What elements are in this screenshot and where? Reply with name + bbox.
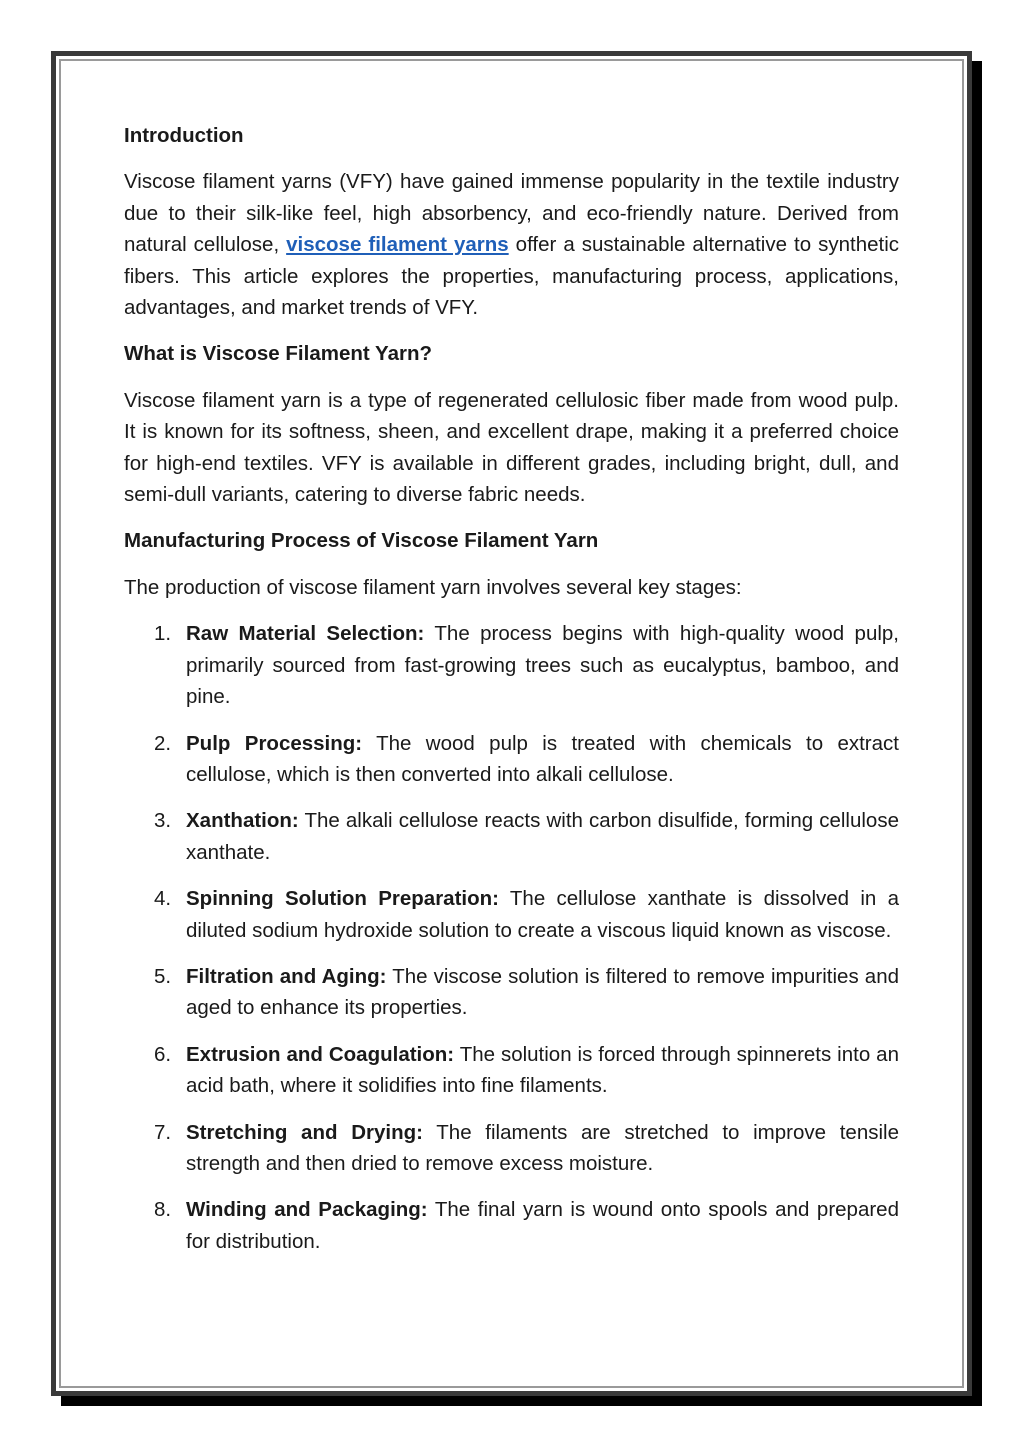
- list-item-number: 4.: [154, 887, 172, 911]
- list-item-text: The viscose solution is filtered to remove impurities and aged to enhance its properties.: [186, 964, 900, 1020]
- list-item-term: Filtration and Aging:: [186, 964, 387, 988]
- list-item-number: 5.: [154, 964, 172, 988]
- list-item-number: 1.: [154, 622, 172, 646]
- list-item-text: The cellulose xanthate is dissolved in a diluted sodium hydroxide solution to create a viscous liquid known as viscose.: [186, 887, 899, 942]
- manufacturing-intro: The production of viscose filament yarn involves several key stages:: [124, 575, 742, 599]
- list-item-number: 6.: [154, 1042, 172, 1066]
- intro-paragraph: [124, 166, 899, 323]
- intro-heading: Introduction: [124, 124, 244, 147]
- list-item-text: The alkali cellulose reacts with carbon disulfide, forming cellulose xanthate.: [186, 809, 899, 864]
- list-item-term: Winding and Packaging:: [186, 1198, 428, 1222]
- list-item-term: Spinning Solution Preparation:: [186, 887, 499, 911]
- list-item: [124, 805, 899, 868]
- list-item-term: Stretching and Drying:: [186, 1120, 423, 1144]
- list-item-text: The solution is forced through spinnerets into an acid bath, where it solidifies into fine filaments.: [186, 1042, 899, 1098]
- manufacturing-heading: Manufacturing Process of Viscose Filament Yarn: [124, 529, 599, 553]
- list-item: [124, 1117, 899, 1180]
- list-item-number: 8.: [154, 1198, 172, 1222]
- list-item-term: Xanthation:: [186, 809, 299, 833]
- list-item: [124, 1039, 899, 1102]
- list-item-term: Extrusion and Coagulation:: [186, 1042, 455, 1066]
- list-item-number: 2.: [154, 731, 172, 755]
- list-item-text: The wood pulp is treated with chemicals to extract cellulose, which is then converted into alkali cellulose.: [186, 731, 899, 786]
- list-item: [124, 618, 899, 712]
- intro-text-before-link: Viscose filament yarns (VFY) have gained immense popularity in the textile industry due to their silk-like feel, high absorbency, and eco-friendly nature. Derived from natural cellulose,: [124, 170, 899, 257]
- list-item: [124, 1194, 899, 1257]
- list-item: [124, 728, 899, 791]
- what-is-heading: What is Viscose Filament Yarn?: [124, 342, 432, 366]
- intro-text-after-link: offer a sustainable alternative to synthetic fibers. This article explores the properties, manufacturing process, applications, advantages, and market trends of VFY.: [124, 233, 899, 320]
- list-item-text: The process begins with high-quality wood pulp, primarily sourced from fast-growing trees such as eucalyptus, bamboo, and pine.: [186, 622, 899, 709]
- list-item-number: 7.: [154, 1120, 172, 1144]
- what-is-paragraph: Viscose filament yarn is a type of regenerated cellulosic fiber made from wood pulp. It is known for its softness, sheen, and excellent drape, making it a preferred choice for high-end textiles. VFY is available in different grades, including bright, dull, and semi-dull variants, catering to diverse fabric needs.: [124, 388, 899, 507]
- viscose-filament-yarns-link[interactable]: viscose filament yarns: [286, 233, 509, 257]
- manufacturing-steps-list: [124, 618, 899, 1257]
- list-item: [124, 883, 899, 946]
- list-item-term: Raw Material Selection:: [186, 622, 425, 646]
- list-item-text: The filaments are stretched to improve tensile strength and then dried to remove excess moisture.: [186, 1120, 899, 1175]
- list-item-number: 3.: [154, 809, 172, 833]
- list-item-text: The final yarn is wound onto spools and prepared for distribution.: [186, 1198, 899, 1253]
- list-item: [124, 961, 899, 1024]
- document-body: [124, 120, 899, 1272]
- list-item-term: Pulp Processing:: [186, 731, 363, 755]
